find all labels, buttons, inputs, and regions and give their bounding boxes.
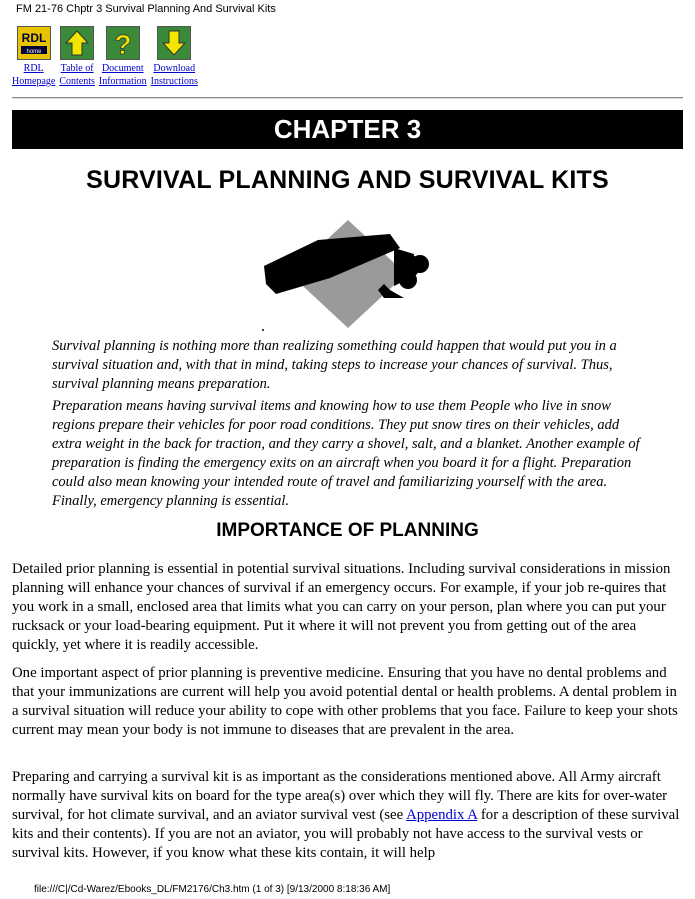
question-mark-icon — [106, 26, 140, 60]
nav-document-information[interactable] — [99, 26, 147, 88]
nav-bar — [12, 26, 198, 88]
up-arrow-icon — [60, 26, 94, 60]
nav-label-rdl-2: Homepage — [12, 76, 56, 87]
nav-label-toc-2: Contents — [59, 76, 95, 87]
page-title: SURVIVAL PLANNING AND SURVIVAL KITS — [86, 166, 609, 194]
horizontal-rule — [12, 97, 683, 99]
svg-text:RDL: RDL — [21, 31, 46, 45]
svg-text:?: ? — [114, 29, 132, 59]
nav-rdl-homepage[interactable] — [12, 26, 55, 88]
survival-emblem-icon — [258, 218, 438, 330]
intro-text-1: Survival planning is nothing more than realizing something could happen that would put you in a survival situation and, with that in mind, taking steps to increase your chances of survival. Thus, survival planning means preparation. — [52, 338, 617, 392]
section-heading: IMPORTANCE OF PLANNING — [216, 520, 479, 541]
nav-label-dl-2: Instructions — [150, 76, 198, 87]
svg-text:home: home — [26, 49, 42, 55]
intro-paragraph-2 — [52, 397, 642, 511]
download-arrow-icon — [157, 26, 191, 60]
browser-header: FM 21-76 Chptr 3 Survival Planning And Survival Kits — [16, 3, 276, 15]
file-path-footer: file:///C|/Cd-Warez/Ebooks_DL/FM2176/Ch3.htm (1 of 3) [9/13/2000 8:18:36 AM] — [34, 884, 391, 895]
nav-label-doc-2: Information — [98, 76, 147, 87]
nav-label-rdl-1: RDL — [23, 63, 44, 74]
intro-paragraph-1 — [52, 337, 642, 394]
nav-label-dl-1: Download — [153, 63, 196, 74]
nav-label-doc-1: Document — [101, 63, 144, 74]
p3-text-end: for a description of these survival kits and their contents). If you are not an aviator, you will probably not have access to the survival vests or survival kits. However, if you know what these kits contain, it will help — [12, 807, 680, 861]
body-paragraph-2: One important aspect of prior planning is preventive medicine. Ensuring that you have no dental problems and that your immunizations are current will help you avoid potential dental or health problems. A dental problem in a survival situation will reduce your ability to cope with other problems that you face. Failure to keep your shots current may mean your body is not immune to diseases that are prevalent in the area. — [12, 665, 678, 738]
body-paragraph-3 — [12, 768, 684, 863]
rdl-logo-icon — [17, 26, 51, 60]
appendix-a-link[interactable]: Appendix A — [406, 807, 478, 823]
nav-table-of-contents[interactable] — [59, 26, 95, 88]
intro-text-2: Preparation means having survival items and knowing how to use them People who live in snow regions prepare their vehicles for poor road conditions. They put snow tires on their vehicles, add extra weight in the back for traction, and they carry a shovel, salt, and a blanket. Another example of preparation is finding the emergency exits on an aircraft when you board it for a flight. Preparation could also mean knowing your intended route of travel and familiarizing yourself with the area. Finally, emergency planning is essential. — [52, 398, 640, 509]
p3-text-start: Preparing and carrying a survival kit is as important as the considerations mentioned above. All Army aircraft normally have survival kits on board for the type area(s) over which they will fly. There are kits for over-water survival, for hot climate survival, and an aviator survival vest (see — [12, 769, 668, 823]
stray-dot — [262, 329, 264, 331]
body-paragraph-1: Detailed prior planning is essential in potential survival situations. Including survival considerations in mission planning will enhance your chances of survival if an emergency occurs. For example, if your job re-quires that you work in a small, enclosed area that limits what you can carry on your person, plan where you can put your rucksack or your load-bearing equipment. Put it where it will not prevent you from getting out of the area quickly, yet where it is readily accessible. — [12, 561, 671, 653]
chapter-label: CHAPTER 3 — [12, 110, 683, 149]
nav-label-toc-1: Table of — [60, 63, 94, 74]
nav-download-instructions[interactable] — [151, 26, 198, 88]
